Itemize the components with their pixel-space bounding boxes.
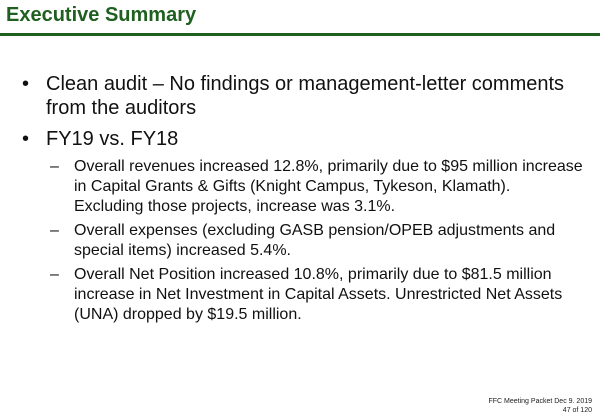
bullet-fy19-vs-fy18 <box>0 127 600 151</box>
footer-packet-label: FFC Meeting Packet Dec 9. 2019 <box>488 398 592 405</box>
sub-bullet-text: Overall revenues increased 12.8%, primarily due to $95 million increase in Capital Grants & Gifts (Knight Campus, Tykeson, Klamath). Excluding those projects, increase was 3.1%. <box>74 158 588 215</box>
sub-bullet-text: Overall Net Position increased 10.8%, primarily due to $81.5 million increase in Net Investment in Capital Assets. Unrestricted Net Assets (UNA) dropped by $19.5 million. <box>74 266 563 323</box>
dash-marker: – <box>50 222 59 239</box>
dash-marker: – <box>50 266 59 283</box>
bullet-text: Clean audit – No findings or management-letter comments from the auditors <box>46 73 570 119</box>
sub-bullet-revenues <box>0 157 600 217</box>
sub-bullet-expenses <box>0 221 600 261</box>
sub-bullet-list <box>0 157 600 325</box>
bullet-marker: • <box>22 73 30 95</box>
footer-page-number: 47 of 120 <box>562 407 592 414</box>
sub-bullet-text: Overall expenses (excluding GASB pension/OPEB adjustments and special items) increased 5.4%. <box>74 222 556 259</box>
title-divider <box>0 33 600 36</box>
bullet-text: FY19 vs. FY18 <box>46 128 179 150</box>
sub-bullet-net-position <box>0 265 600 325</box>
bullet-marker: • <box>22 128 30 150</box>
dash-marker: – <box>50 158 59 175</box>
slide-title: Executive Summary <box>6 4 197 26</box>
slide-body <box>0 72 600 329</box>
page-footer <box>489 397 593 415</box>
bullet-clean-audit <box>0 72 600 120</box>
